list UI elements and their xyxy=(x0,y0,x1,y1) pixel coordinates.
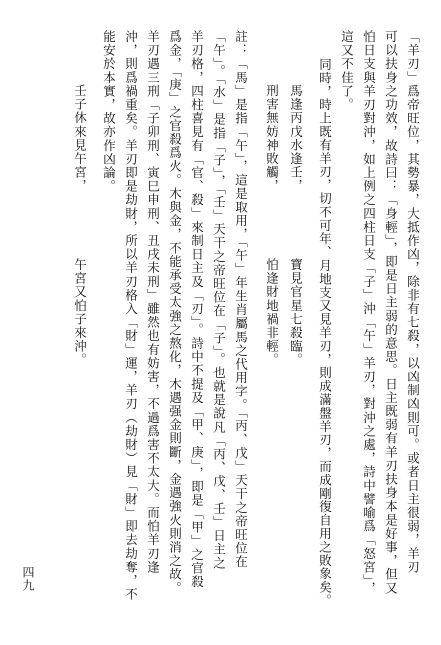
text-column-2: 可以扶身之功效，故詩曰：「身輕」，即是日主弱的意思。日主既弱有羊刃扶身本是好事，但又 xyxy=(383,30,399,595)
text-column-12: 羊刃格，四柱喜見有「官、殺」來制日主及「刃」。詩中不提及「甲、庚」，即是「甲」之官殺 xyxy=(189,30,205,589)
text-column-13: 爲金，「庚」之官殺爲火。木與金，不能承受太強之熬化，木遇强金則斷，金遇強火則消之故。 xyxy=(167,30,183,595)
text-column-4: 這又不佳了。 xyxy=(339,30,355,112)
verse-line-1: 馬逢丙戊水逢壬， xyxy=(288,84,304,193)
text-column-14: 羊刃遇三刑「子卯刑、寅巳申刑、丑戌未刑」雖然也有妨害，不過爲害不太大。而怕羊刃逢 xyxy=(145,30,161,574)
text-column-1: 「羊刃」爲帝旺位，其勢暴，大抵作凶，除非有七殺，以凶制凶則可。或者日主很弱，羊刃 xyxy=(405,30,421,574)
text-column-3: 怕日支與羊刃對沖，如上例之四柱日支「子」沖「午」羊刃，對沖之處，詩中譬喻爲「怒宮」， xyxy=(361,30,377,595)
verse-line-6: 午宮又怕子來沖。 xyxy=(72,258,88,367)
verse-line-2: 寶見官星七殺臨。 xyxy=(288,258,304,367)
text-column-15: 沖，則爲禍重矣。羊刃即是劫財，所以羊刃格入「財」運，羊刃（劫財）見「財」即去劫奪，不 xyxy=(123,30,139,602)
verse-line-5: 壬子休來見午宮， xyxy=(72,84,88,193)
verse-line-3: 刑害無妨神敗觸， xyxy=(264,84,280,193)
page-number: 四九 xyxy=(21,566,35,592)
text-column-16: 能安於本實，故亦作凶論。 xyxy=(101,30,117,194)
text-column-10: 註：「馬」是指「午」，這是取用，「午」年生肖屬馬之代用字。「丙、戊」天干之帝旺位在 xyxy=(233,30,249,569)
text-column-5: 同時，時上既有羊刃，切不可年、月地支又見羊刃，則成滿盤羊刃，而成剛復自用之敗象矣。 xyxy=(317,58,333,608)
text-column-11: 「午」。「水」是指「子」，「壬」天干之帝旺位在「子」。也就是說凡「丙、戊、壬」日主之 xyxy=(211,30,227,570)
verse-line-4: 怕逢財地禍非輕。 xyxy=(264,258,280,367)
